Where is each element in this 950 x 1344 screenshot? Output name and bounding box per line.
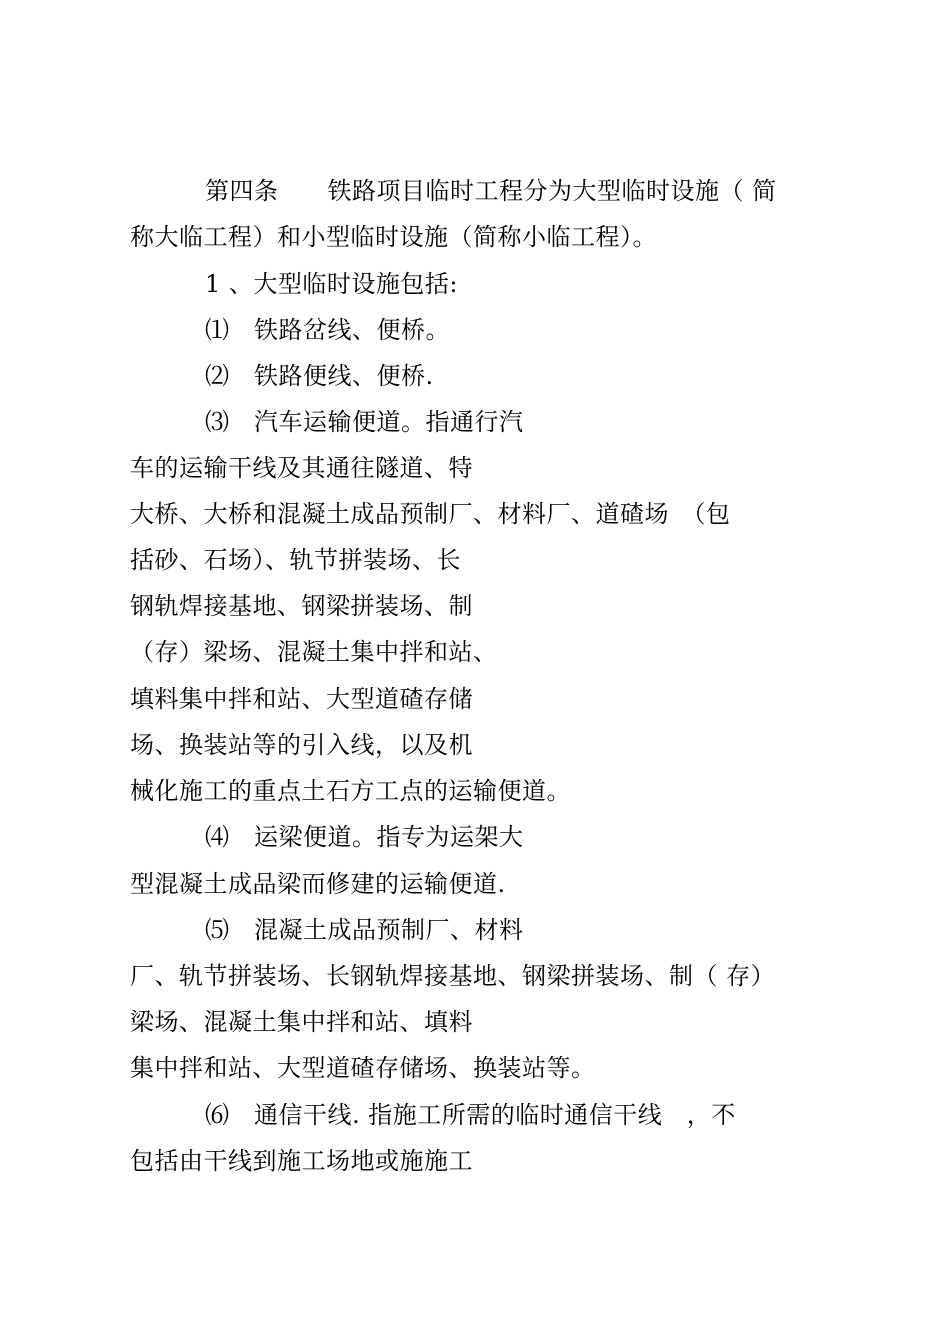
- paragraph-line: 集中拌和站、大型道碴存储场、换装站等。: [130, 1054, 596, 1082]
- paragraph-line: 钢轨焊接基地、钢梁拼装场、制: [130, 592, 473, 620]
- paragraph-line: 车的运输干线及其通往隧道、特: [130, 454, 473, 482]
- paragraph-line: 大桥、大桥和混凝土成品预制厂、材料厂、道碴场 （包: [130, 500, 731, 528]
- paragraph-line: 括砂、石场）、轨节拼装场、长: [130, 546, 461, 574]
- list-item-2: ⑵ 铁路便线、便桥.: [205, 362, 434, 390]
- list-item-5: ⑸ 混凝土成品预制厂、材料: [205, 916, 524, 944]
- list-item-3: ⑶ 汽车运输便道。指通行汽: [205, 408, 524, 436]
- paragraph-line: 包括由干线到施工场地或施施工: [130, 1147, 473, 1175]
- list-item-6: ⑹ 通信干线. 指施工所需的临时通信干线 ，不: [205, 1101, 736, 1129]
- paragraph-line: 型混凝土成品梁而修建的运输便道.: [130, 870, 506, 898]
- list-item-1: ⑴ 铁路岔线、便桥。: [205, 316, 450, 344]
- article-4-heading-line: 第四条 铁路项目临时工程分为大型临时设施（ 简: [205, 177, 777, 205]
- paragraph-line: 厂、轨节拼装场、长钢轨焊接基地、钢梁拼装场、制（ 存）: [130, 962, 776, 990]
- paragraph-line: （存）梁场、混凝土集中拌和站、: [130, 638, 498, 666]
- paragraph-line: 场、换装站等的引入线，以及机: [130, 731, 473, 759]
- list-item-4: ⑷ 运梁便道。指专为运架大: [205, 823, 524, 851]
- paragraph-line: 填料集中拌和站、大型道碴存储: [130, 685, 473, 713]
- paragraph-line: 称大临工程）和小型临时设施（简称小临工程）。: [130, 223, 657, 251]
- paragraph-line: 械化施工的重点土石方工点的运输便道。: [130, 777, 571, 805]
- list-heading-line: 1 、大型临时设施包括:: [205, 270, 458, 298]
- paragraph-line: 梁场、混凝土集中拌和站、填料: [130, 1008, 473, 1036]
